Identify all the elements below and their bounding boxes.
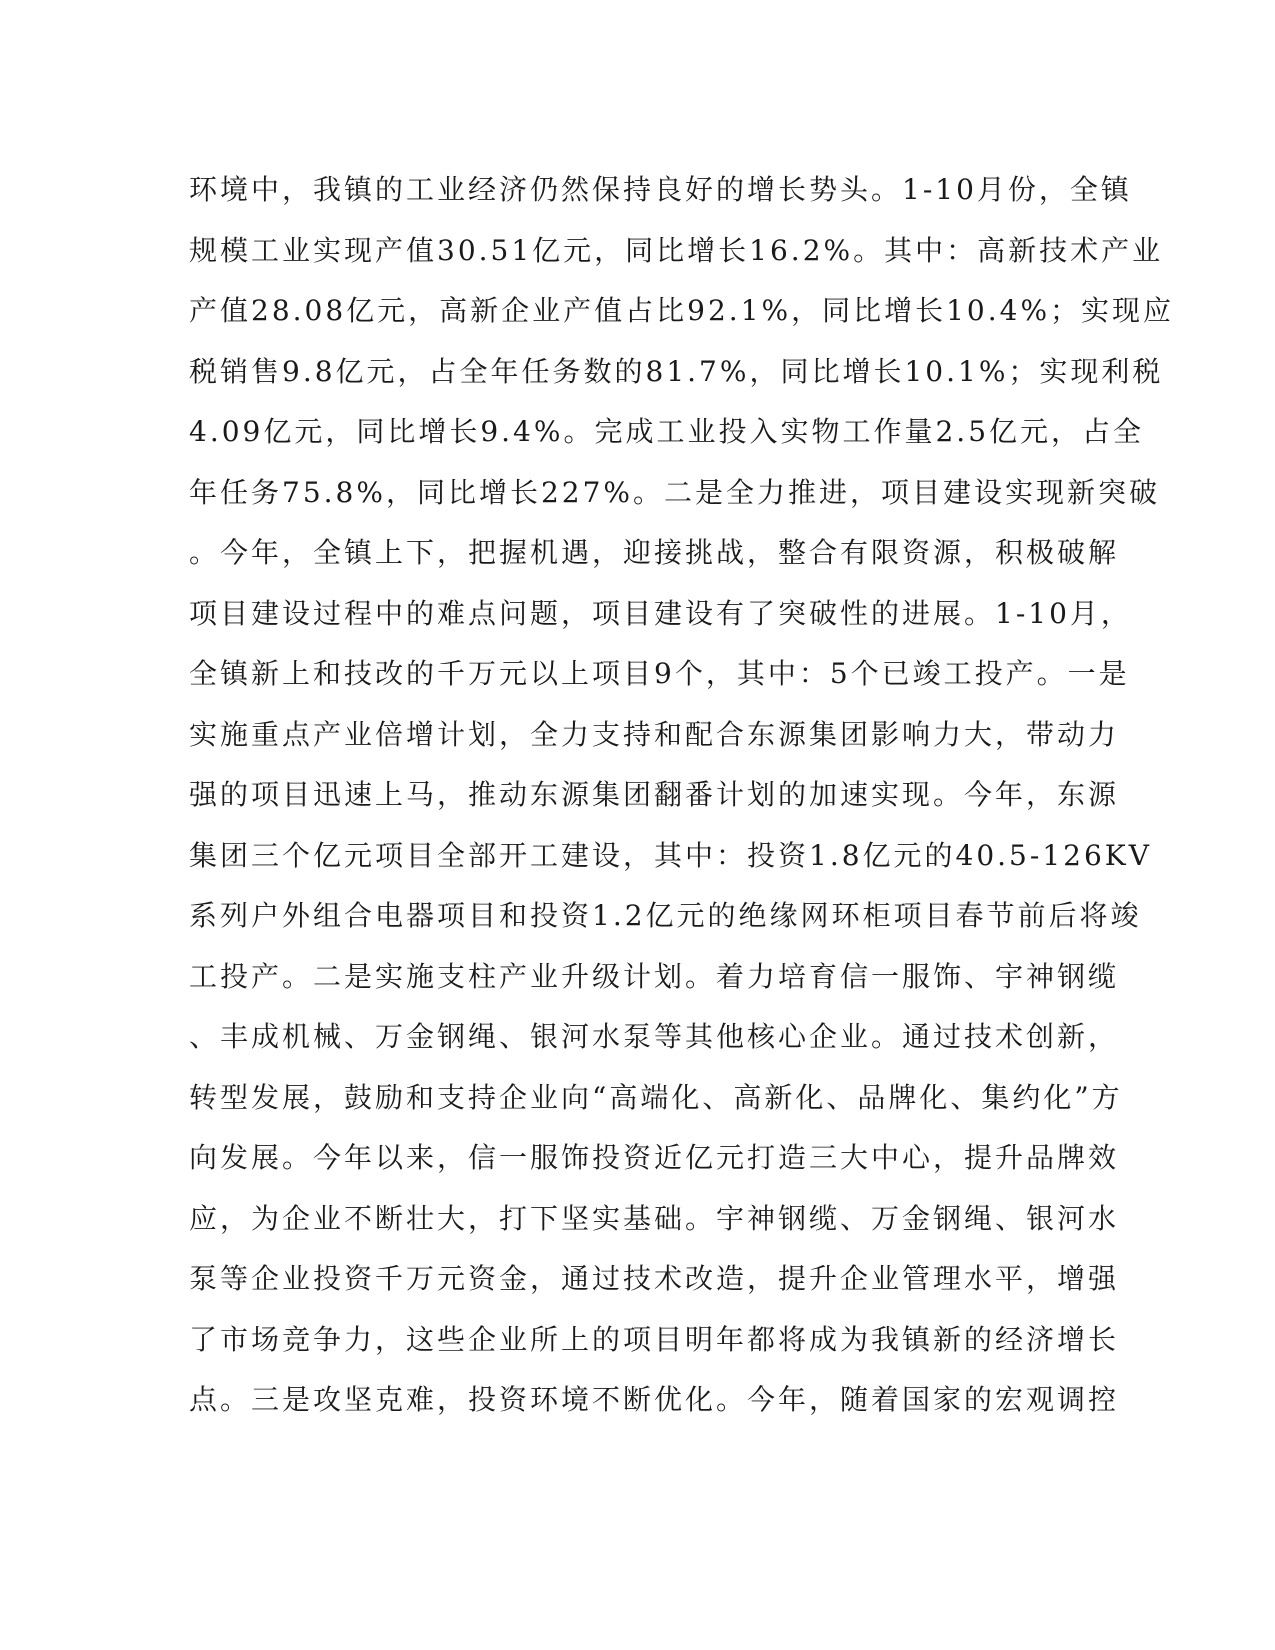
text-line: 环境中，我镇的工业经济仍然保持良好的增长势头。1-10月份，全镇 xyxy=(189,173,1132,206)
text-line: 年任务75.8%，同比增长227%。二是全力推进，项目建设实现新突破 xyxy=(189,475,1161,509)
text-line: 应，为企业不断壮大，打下坚实基础。宇神钢缆、万金钢绳、银河水 xyxy=(189,1201,1120,1235)
text-line: 工投产。二是实施支柱产业升级计划。着力培育信一服饰、宇神钢缆 xyxy=(189,959,1120,993)
text-line: 、丰成机械、万金钢绳、银河水泵等其他核心企业。通过技术创新， xyxy=(189,1020,1120,1053)
text-line: 了市场竞争力，这些企业所上的项目明年都将成为我镇新的经济增长 xyxy=(189,1322,1120,1356)
text-line: 。今年，全镇上下，把握机遇，迎接挑战，整合有限资源，积极破解 xyxy=(189,536,1120,569)
text-line: 强的项目迅速上马，推动东源集团翻番计划的加速实现。今年，东源 xyxy=(189,778,1120,811)
text-line: 规模工业实现产值30.51亿元，同比增长16.2%。其中：高新技术产业 xyxy=(189,233,1164,267)
text-line: 系列户外组合电器项目和投资1.2亿元的绝缘网环柜项目春节前后将竣 xyxy=(189,899,1142,932)
body-paragraph xyxy=(189,160,1175,1431)
text-line: 产值28.08亿元，高新企业产值占比92.1%，同比增长10.4%；实现应 xyxy=(189,294,1175,327)
text-line: 全镇新上和技改的千万元以上项目9个，其中：5个已竣工投产。一是 xyxy=(189,657,1130,690)
text-line: 4.09亿元，同比增长9.4%。完成工业投入实物工作量2.5亿元，占全 xyxy=(189,415,1145,448)
text-line: 点。三是攻坚克难，投资环境不断优化。今年，随着国家的宏观调控 xyxy=(189,1383,1120,1416)
text-line: 泵等企业投资千万元资金，通过技术改造，提升企业管理水平，增强 xyxy=(189,1262,1120,1295)
text-line: 转型发展，鼓励和支持企业向“高端化、高新化、品牌化、集约化”方 xyxy=(189,1080,1123,1114)
text-line: 向发展。今年以来，信一服饰投资近亿元打造三大中心，提升品牌效 xyxy=(189,1141,1120,1174)
text-line: 税销售9.8亿元，占全年任务数的81.7%，同比增长10.1%；实现利税 xyxy=(189,354,1164,388)
text-line: 集团三个亿元项目全部开工建设，其中：投资1.8亿元的40.5-126KV xyxy=(189,838,1152,872)
text-line: 实施重点产业倍增计划，全力支持和配合东源集团影响力大，带动力 xyxy=(189,717,1120,751)
text-line: 项目建设过程中的难点问题，项目建设有了突破性的进展。1-10月， xyxy=(189,596,1132,630)
